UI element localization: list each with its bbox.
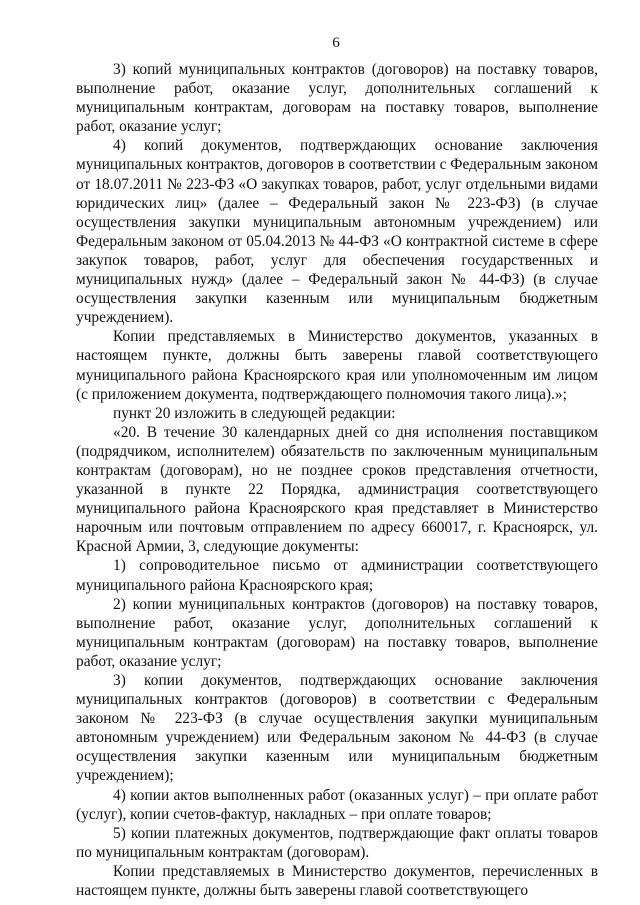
paragraph: Копии представляемых в Министерство документов, перечисленных в настоящем пункте, должны быть заверены главой соответствующего xyxy=(76,862,598,900)
paragraph: пункт 20 изложить в следующей редакции: xyxy=(113,404,396,422)
document-body xyxy=(76,60,598,900)
paragraph: 4) копий документов, подтверждающих основание заключения муниципальных контрактов, договоров в соответствии с Федеральным законом от 18.07.2011 № 223-ФЗ «О закупках товаров, работ, услуг отдельными видами юридических лиц» (далее – Федеральный закон № 223-ФЗ) (в случае осуществления закупки муниципальным автономным учреждением) или Федеральным законом от 05.04.2013 № 44-ФЗ «О контрактной системе в сфере закупок товаров, работ, услуг для обеспечения государственных и муниципальных нужд» (далее – Федеральный закон № 44-ФЗ) (в случае осуществления закупки казенным или муниципальным бюджетным учреждением). xyxy=(76,137,598,327)
paragraph: «20. В течение 30 календарных дней со дня исполнения поставщиком (подрядчиком, исполнителем) обязательств по заключенным муниципальным контрактам (договорам), но не позднее сроков представления отчетности, указанной в пункте 22 Порядка, администрация соответствующего муниципального района Красноярского края представляет в Министерство нарочным или почтовым отправлением по адресу 660017, г. Красноярск, ул. Красной Армии, 3, следующие документы: xyxy=(76,423,598,556)
paragraph: Копии представляемых в Министерство документов, указанных в настоящем пункте, должны быть заверены главой соответствующего муниципального района Красноярского края или уполномоченным им лицом (с приложением документа, подтверждающего полномочия такого лица).»; xyxy=(76,328,598,403)
paragraph: 4) копии актов выполненных работ (оказанных услуг) – при оплате работ (услуг), копии счетов-фактур, накладных – при оплате товаров; xyxy=(76,786,598,823)
page-number: 6 xyxy=(332,35,340,51)
paragraph: 1) сопроводительное письмо от администрации соответствующего муниципального района Красноярского края; xyxy=(76,557,598,594)
paragraph: 2) копии муниципальных контрактов (договоров) на поставку товаров, выполнение работ, оказание услуг, дополнительных соглашений к муниципальным контрактам (договорам) на поставку товаров, выполнение работ, оказание услуг; xyxy=(76,595,598,670)
paragraph: 3) копий муниципальных контрактов (договоров) на поставку товаров, выполнение работ, оказание услуг, дополнительных соглашений к муниципальным контрактам, договорам на поставку товаров, выполнение работ, оказание услуг; xyxy=(76,61,598,136)
paragraph: 3) копии документов, подтверждающих основание заключения муниципальных контрактов (договоров) в соответствии с Федеральным законом № 223-ФЗ (в случае осуществления закупки муниципальным автономным учреждением) или Федеральным законом № 44-ФЗ (в случае осуществления закупки казенным или муниципальным бюджетным учреждением); xyxy=(76,672,598,785)
paragraph: 5) копии платежных документов, подтверждающие факт оплаты товаров по муниципальным контрактам (договорам). xyxy=(76,824,598,861)
